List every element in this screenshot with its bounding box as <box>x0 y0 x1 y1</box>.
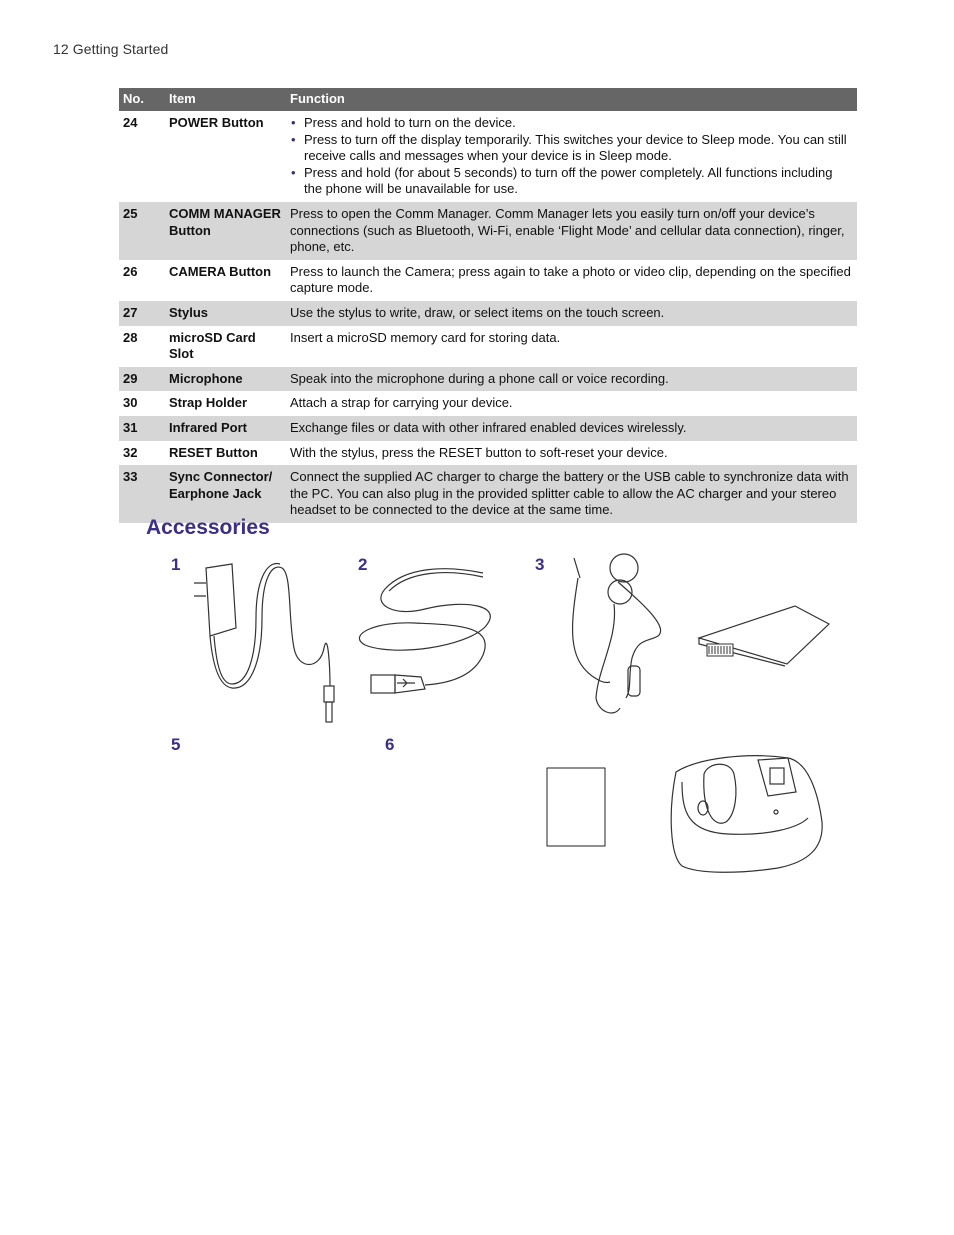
row-no: 24 <box>123 115 138 130</box>
stereo-headset-icon <box>558 548 678 723</box>
row-no: 28 <box>123 329 138 345</box>
spec-table <box>119 88 857 523</box>
row-function: Press to launch the Camera; press again to take a photo or video clip, depending on the specified capture mode. <box>290 263 851 296</box>
row-function: Connect the supplied AC charger to charge the battery or the USB cable to synchronize data with the PC. You can also plug in the provided splitter cable to allow the AC charger and your stereo headset to be connected to the device at the same time. <box>286 465 857 523</box>
row-no: 31 <box>119 416 165 441</box>
accessory-label-2: 2 <box>358 555 368 574</box>
table-row <box>119 260 857 301</box>
row-item: Strap Holder <box>169 395 248 411</box>
col-header-item: Item <box>165 88 286 111</box>
row-no: 30 <box>123 395 138 411</box>
table-row <box>119 326 857 367</box>
row-function: Use the stylus to write, draw, or select items on the touch screen. <box>286 301 857 326</box>
row-no: 27 <box>119 301 165 326</box>
table-row <box>119 367 857 392</box>
table-row <box>119 111 857 202</box>
table-row <box>119 391 857 416</box>
row-no: 33 <box>119 465 165 523</box>
row-function: Exchange files or data with other infrared enabled devices wirelessly. <box>286 416 857 441</box>
table-row <box>119 416 857 441</box>
row-item: CAMERA Button <box>169 263 272 279</box>
row-function: Speak into the microphone during a phone call or voice recording. <box>286 367 857 392</box>
table-row <box>119 202 857 260</box>
table-row <box>119 465 857 523</box>
accessory-label-5: 5 <box>171 735 181 754</box>
row-function <box>286 111 857 202</box>
table-header-row <box>119 88 857 111</box>
battery-icon <box>697 604 832 666</box>
row-item: microSD Card Slot <box>169 329 256 362</box>
row-function: Press to open the Comm Manager. Comm Manager lets you easily turn on/off your device’s connections (such as Bluetooth, Wi-Fi, enable ‘Flight Mode’ and cellular data connection), ringer, phone, etc. <box>286 202 857 260</box>
row-no: 25 <box>119 202 165 260</box>
row-item: POWER Button <box>169 115 264 130</box>
col-header-no: No. <box>119 88 165 111</box>
function-bullet: • Press and hold to turn on the device. <box>304 115 853 132</box>
function-bullet: • Press and hold (for about 5 seconds) to turn off the power completely. All functions including the phone will be unavailable for use. <box>304 165 853 198</box>
row-item: Microphone <box>165 367 286 392</box>
function-bullet: • Press to turn off the display temporarily. This switches your device to Sleep mode. You can still receive calls and messages when your device is in Sleep mode. <box>304 132 853 165</box>
row-function: Insert a microSD memory card for storing data. <box>290 329 561 345</box>
row-no: 26 <box>123 263 138 279</box>
row-item: Infrared Port <box>165 416 286 441</box>
blank-card-icon <box>546 767 606 847</box>
col-header-function: Function <box>286 88 857 111</box>
row-no: 29 <box>119 367 165 392</box>
accessory-label-6: 6 <box>385 735 395 754</box>
row-item: Stylus <box>165 301 286 326</box>
table-row <box>119 441 857 466</box>
row-item: COMM MANAGER Button <box>165 202 286 260</box>
row-item: RESET Button <box>169 444 258 460</box>
row-function: Attach a strap for carrying your device. <box>290 395 513 411</box>
cradle-icon <box>668 752 826 874</box>
table-row <box>119 301 857 326</box>
usb-cable-icon <box>355 565 505 705</box>
accessories-heading: Accessories <box>146 516 270 539</box>
row-item: Sync Connector/ Earphone Jack <box>165 465 286 523</box>
accessory-label-3: 3 <box>535 555 545 574</box>
row-no: 32 <box>123 444 138 460</box>
ac-charger-icon <box>192 558 342 728</box>
running-head: 12 Getting Started <box>53 41 169 57</box>
row-function: With the stylus, press the RESET button to soft-reset your device. <box>290 444 668 460</box>
accessory-label-1: 1 <box>171 555 181 574</box>
